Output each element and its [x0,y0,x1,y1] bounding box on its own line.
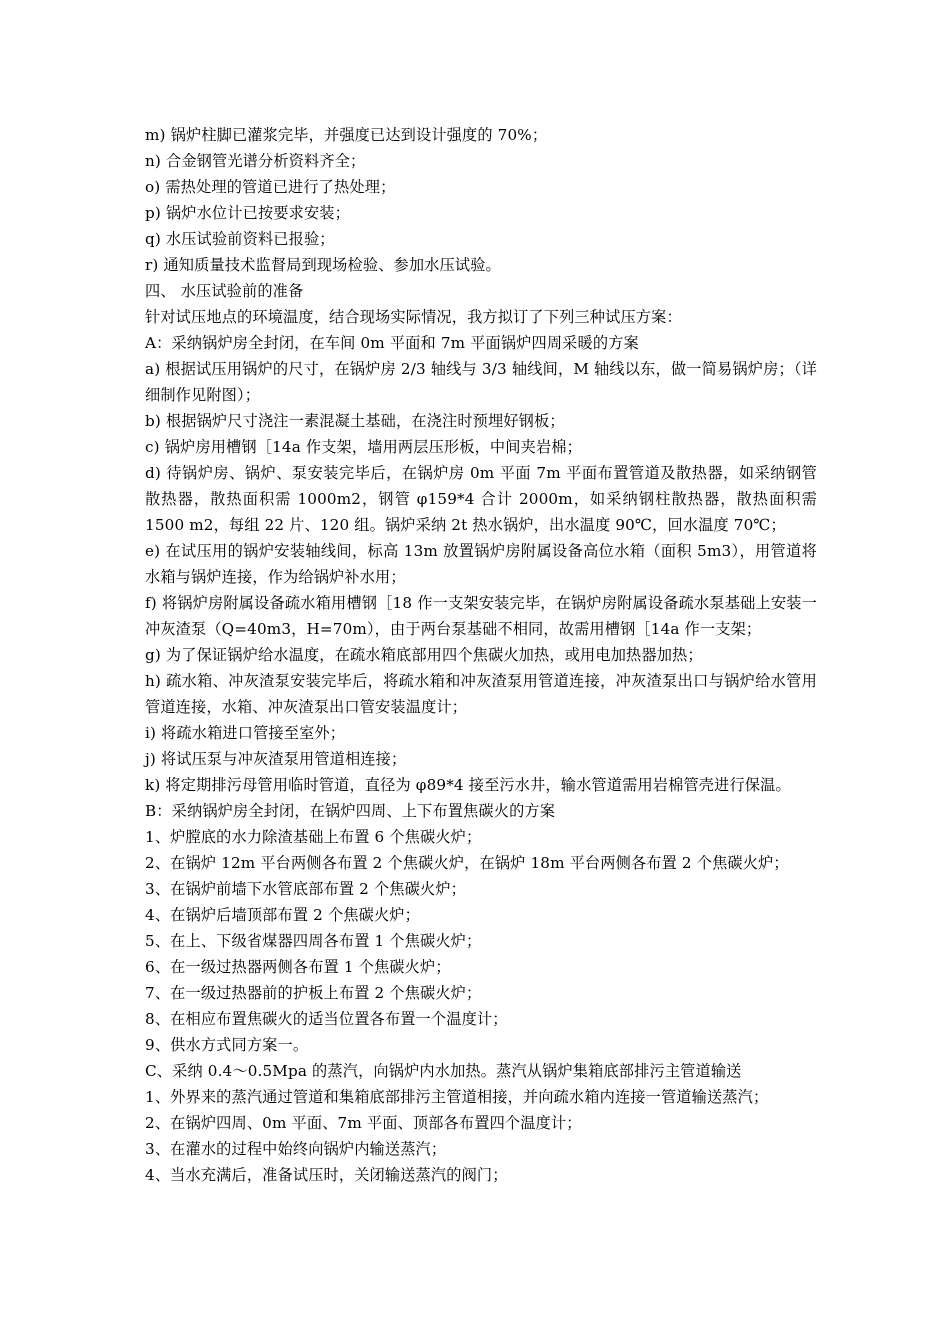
paragraph: a) 根据试压用锅炉的尺寸，在锅炉房 2/3 轴线与 3/3 轴线间，M 轴线以东，做一简易锅炉房；（详细制作见附图）； [145,360,817,404]
paragraph: 8、在相应布置焦碳火的适当位置各布置一个温度计； [145,1010,508,1028]
document-body [145,122,817,1188]
paragraph: 针对试压地点的环境温度，结合现场实际情况，我方拟订了下列三种试压方案： [145,308,682,326]
paragraph: c) 锅炉房用槽钢［14a 作支架，墙用两层压形板，中间夹岩棉； [145,438,582,456]
paragraph: 1、炉膛底的水力除渣基础上布置 6 个焦碳火炉； [145,828,482,846]
paragraph: g) 为了保证锅炉给水温度，在疏水箱底部用四个焦碳火加热，或用电加热器加热； [145,646,703,664]
paragraph: p) 锅炉水位计已按要求安装； [145,204,350,222]
paragraph: e) 在试压用的锅炉安装轴线间，标高 13m 放置锅炉房附属设备高位水箱（面积 5m3），用管道将水箱与锅炉连接，作为给锅炉补水用； [145,542,817,586]
paragraph: 4、在锅炉后墙顶部布置 2 个焦碳火炉； [145,906,420,924]
paragraph: 5、在上、下级省煤器四周各布置 1 个焦碳火炉； [145,932,482,950]
paragraph: 3、在锅炉前墙下水管底部布置 2 个焦碳火炉； [145,880,466,898]
paragraph: f) 将锅炉房附属设备疏水箱用槽钢［18 作一支架安装完毕，在锅炉房附属设备疏水泵基础上安装一冲灰渣泵（Q=40m3，H=70m），由于两台泵基础不相同，故需用槽钢［14a 作一支架； [145,594,817,638]
paragraph: 4、当水充满后，准备试压时，关闭输送蒸汽的阀门； [145,1166,508,1184]
paragraph: 7、在一级过热器前的护板上布置 2 个焦碳火炉； [145,984,482,1002]
paragraph: q) 水压试验前资料已报验； [145,230,335,248]
paragraph: r) 通知质量技术监督局到现场检验、参加水压试验。 [145,256,501,274]
paragraph: h) 疏水箱、冲灰渣泵安装完毕后，将疏水箱和冲灰渣泵用管道连接，冲灰渣泵出口与锅炉给水管用管道连接，水箱、冲灰渣泵出口管安装温度计； [145,672,817,716]
paragraph: k) 将定期排污母管用临时管道，直径为 φ89*4 接至污水井，输水管道需用岩棉管壳进行保温。 [145,776,791,794]
paragraph: d) 待锅炉房、锅炉、泵安装完毕后，在锅炉房 0m 平面 7m 平面布置管道及散热器，如采纳钢管散热器，散热面积需 1000m2，钢管 φ159*4 合计 2000m，如采纳钢柱散热器，散热面积需 1500 m2，每组 22 片、120 组。锅炉采纳 2t 热水锅炉，出水温度 90℃，回水温度 70℃； [145,464,817,534]
plan-heading: A：采纳锅炉房全封闭，在车间 0m 平面和 7m 平面锅炉四周采暖的方案 [145,334,639,352]
paragraph: j) 将试压泵与冲灰渣泵用管道相连接； [145,750,407,768]
paragraph: 2、在锅炉四周、0m 平面、7m 平面、顶部各布置四个温度计； [145,1114,582,1132]
paragraph: n) 合金钢管光谱分析资料齐全； [145,152,366,170]
paragraph: 9、供水方式同方案一。 [145,1036,309,1054]
paragraph: 3、在灌水的过程中始终向锅炉内输送蒸汽； [145,1140,447,1158]
paragraph: m) 锅炉柱脚已灌浆完毕，并强度已达到设计强度的 70%； [145,126,548,144]
section-heading: 四、 水压试验前的准备 [145,282,304,300]
paragraph: i) 将疏水箱进口管接至室外； [145,724,346,742]
paragraph: 2、在锅炉 12m 平台两侧各布置 2 个焦碳火炉，在锅炉 18m 平台两侧各布置 2 个焦碳火炉； [145,854,789,872]
paragraph: 6、在一级过热器两侧各布置 1 个焦碳火炉； [145,958,451,976]
plan-heading: B：采纳锅炉房全封闭，在锅炉四周、上下布置焦碳火的方案 [145,802,556,820]
paragraph: b) 根据锅炉尺寸浇注一素混凝土基础，在浇注时预埋好钢板； [145,412,565,430]
plan-heading: C、采纳 0.4～0.5Mpa 的蒸汽，向锅炉内水加热。蒸汽从锅炉集箱底部排污主管道输送 [145,1062,742,1080]
paragraph: 1、外界来的蒸汽通过管道和集箱底部排污主管道相接，并向疏水箱内连接一管道输送蒸汽； [145,1088,769,1106]
paragraph: o) 需热处理的管道已进行了热处理； [145,178,396,196]
